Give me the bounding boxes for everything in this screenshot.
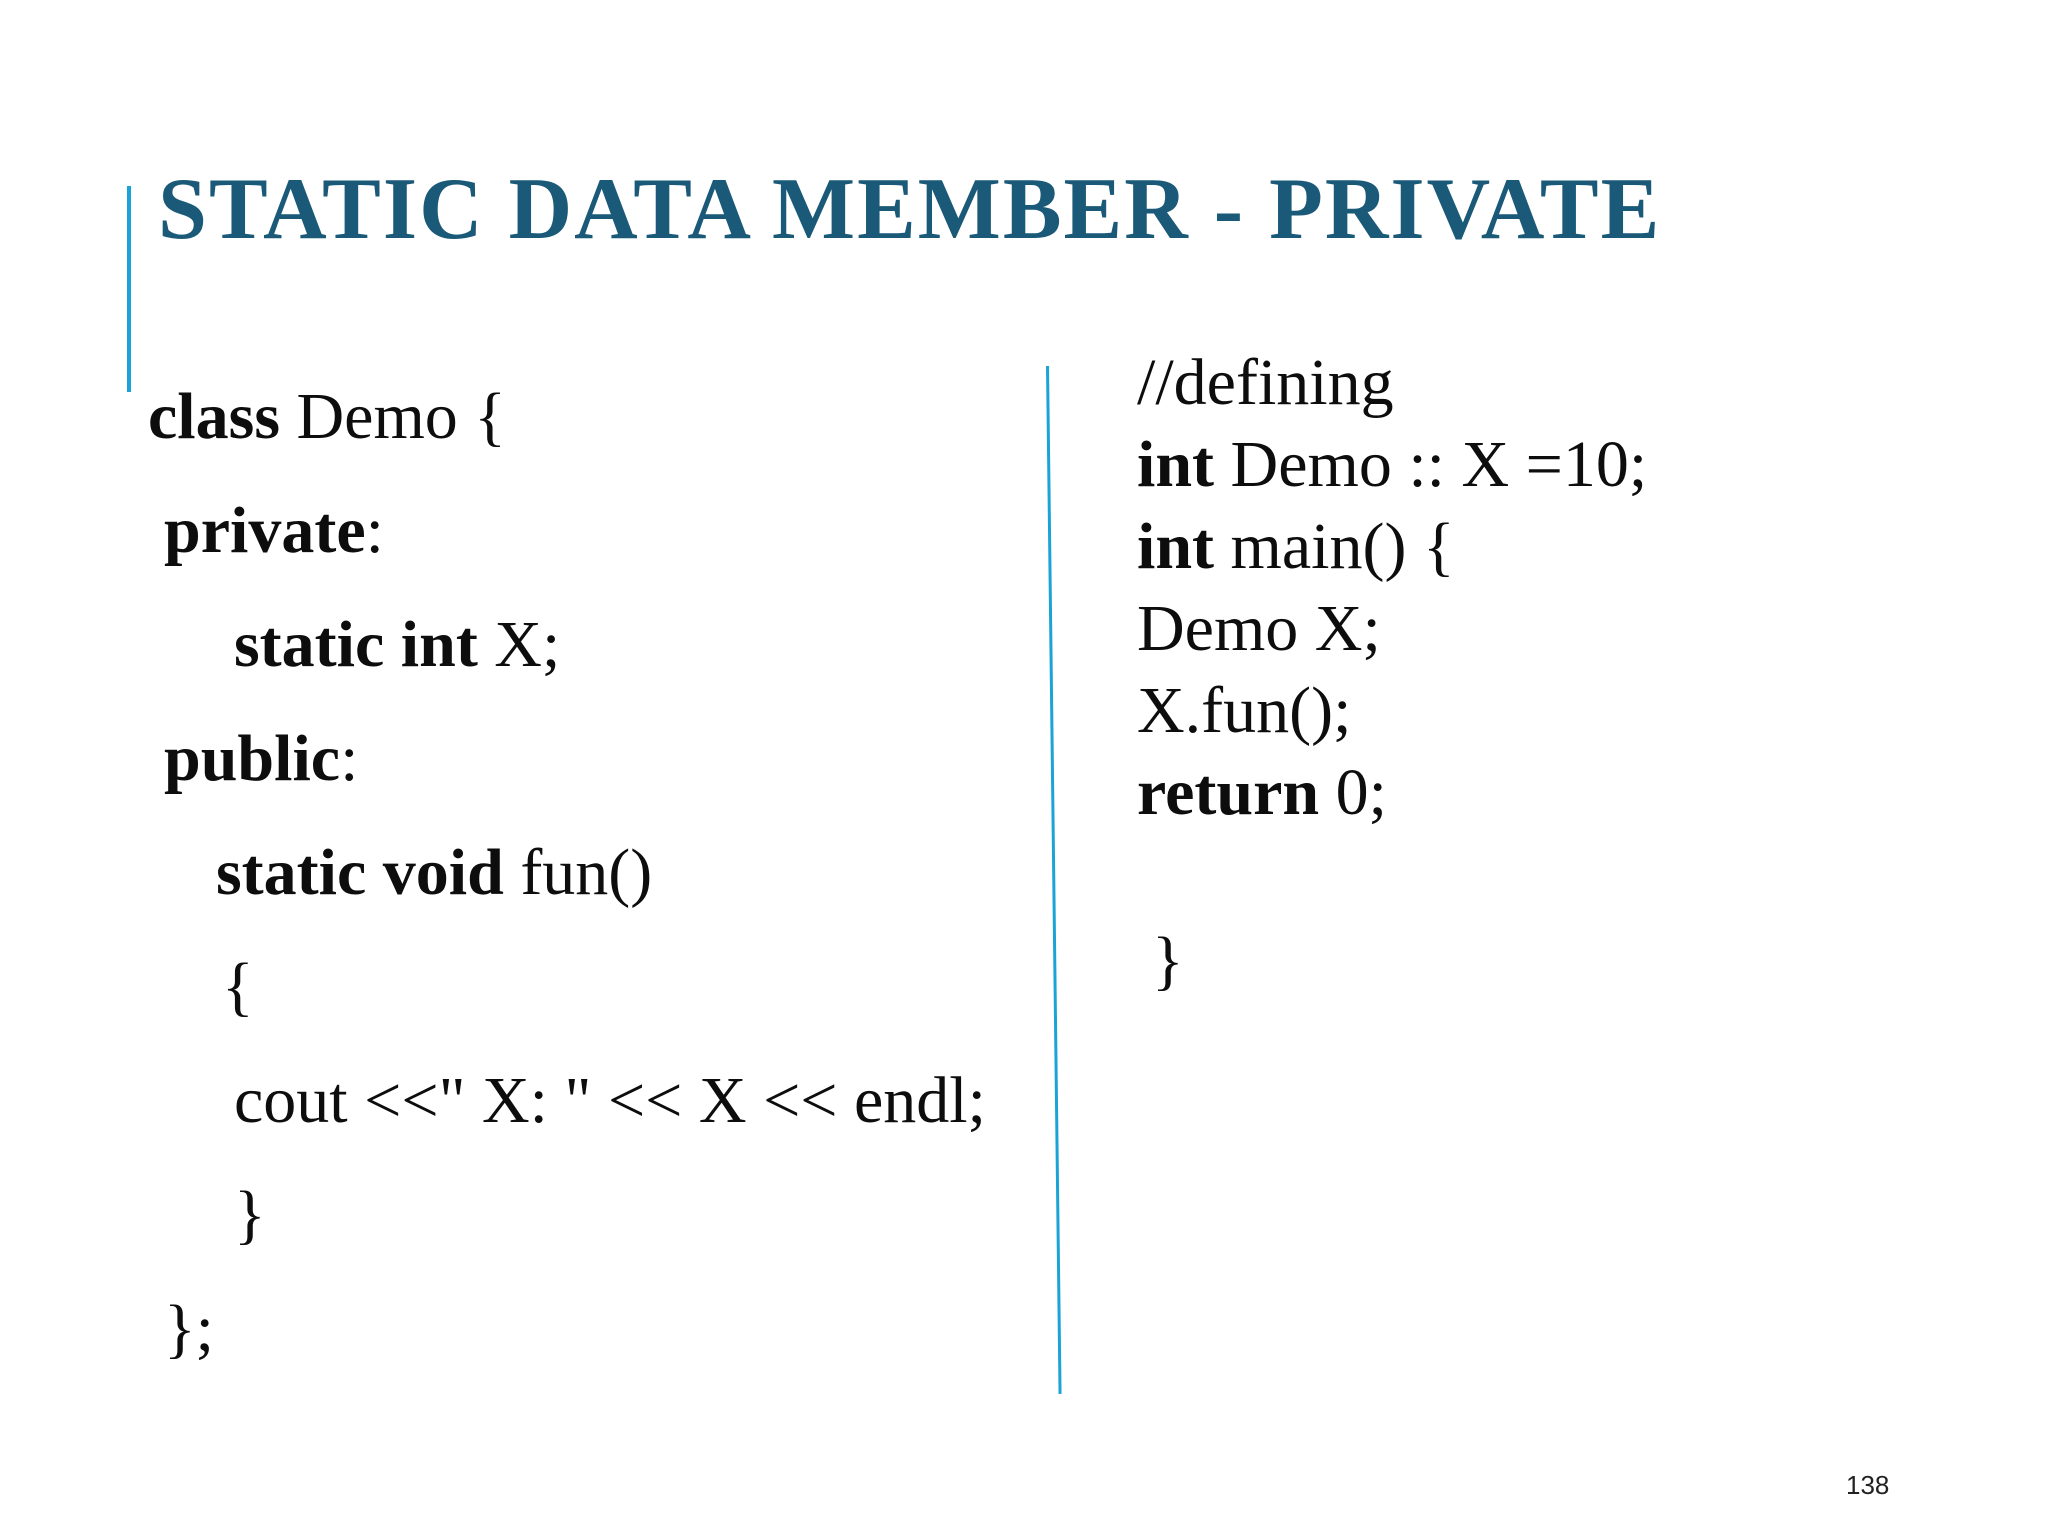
code-text: } — [234, 1178, 266, 1251]
page-number: 138 — [1846, 1470, 1890, 1500]
code-text: : — [365, 494, 384, 567]
keyword: int — [1137, 428, 1215, 501]
keyword: static void — [216, 836, 504, 909]
code-text: Demo X; — [1137, 592, 1381, 665]
code-text: X.fun(); — [1137, 674, 1352, 747]
code-line-int-demo-x — [1137, 425, 1647, 505]
code-line-close-brace — [234, 1175, 266, 1255]
code-line-class-end — [164, 1289, 214, 1369]
code-line-cout — [234, 1061, 986, 1141]
code-line-demo-x — [1137, 589, 1381, 669]
keyword: class — [148, 380, 280, 453]
code-line-static-int — [234, 605, 560, 685]
code-text: 0; — [1319, 756, 1387, 829]
title-accent-bar — [127, 186, 131, 392]
code-line-private — [164, 491, 384, 571]
column-divider — [1046, 366, 1062, 1394]
code-line-public — [164, 719, 358, 799]
code-line-comment-defining — [1137, 343, 1394, 423]
code-text: { — [222, 950, 254, 1023]
code-line-static-void-fun — [216, 833, 652, 913]
slide-title: STATIC DATA MEMBER - PRIVATE — [158, 161, 1662, 258]
code-line-x-fun — [1137, 671, 1351, 751]
code-text: //defining — [1137, 346, 1394, 419]
code-text: cout <<" X: " << X << endl; — [234, 1064, 986, 1137]
code-text: }; — [164, 1292, 215, 1365]
keyword: int — [1137, 510, 1215, 583]
code-text: Demo { — [280, 380, 506, 453]
code-text: main() { — [1214, 510, 1455, 583]
keyword: public — [164, 722, 341, 795]
code-text: Demo :: X =10; — [1214, 428, 1648, 501]
code-text: } — [1152, 924, 1184, 997]
code-text: X; — [477, 608, 561, 681]
code-line-class-demo — [148, 377, 506, 457]
code-line-main-close-brace — [1152, 921, 1184, 1001]
code-line-return — [1137, 753, 1387, 833]
keyword: static int — [234, 608, 478, 681]
code-line-open-brace — [222, 947, 254, 1027]
keyword: return — [1137, 756, 1320, 829]
code-text: : — [340, 722, 359, 795]
keyword: private — [164, 494, 366, 567]
code-line-int-main — [1137, 507, 1455, 587]
code-text: fun() — [503, 836, 653, 909]
